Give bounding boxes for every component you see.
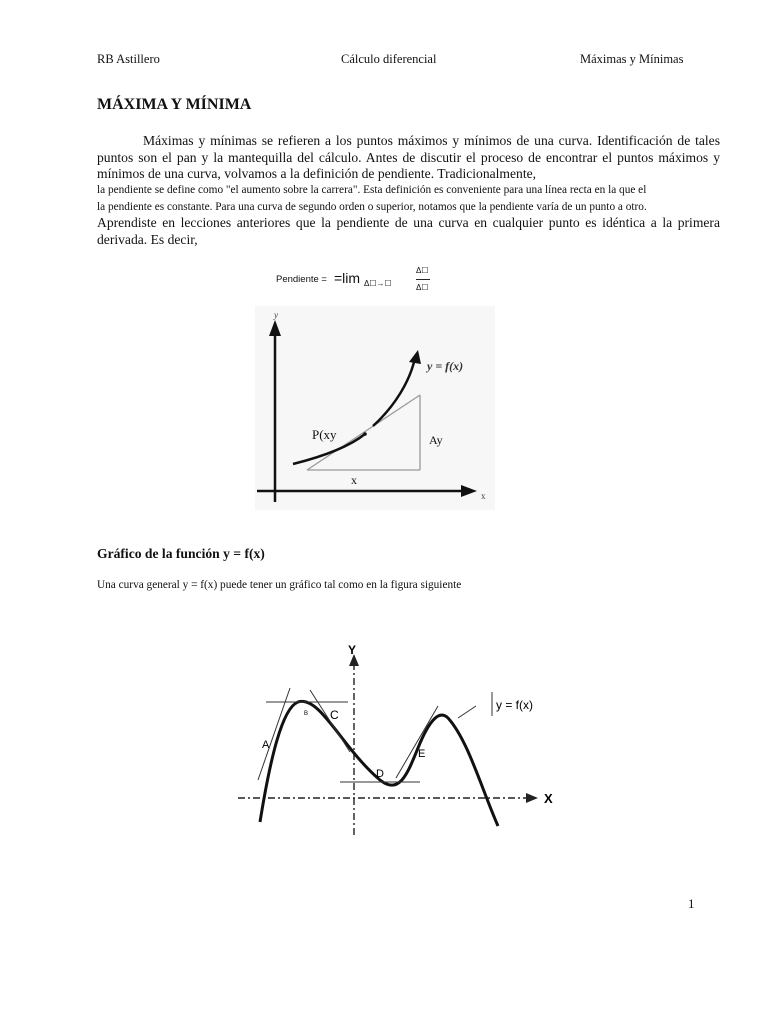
point-label-a: A [262, 739, 270, 751]
formula-lim-subscript: Δ☐→☐ [364, 279, 392, 288]
section-caption: Una curva general y = f(x) puede tener un gráfico tal como en la figura siguiente [97, 579, 462, 591]
point-label-c: C [330, 708, 339, 722]
header-course: Cálculo diferencial [341, 52, 437, 66]
header-topic: Máximas y Mínimas [580, 52, 684, 66]
delta-x-label: x [351, 473, 357, 487]
formula-denominator: Δ☐ [416, 283, 429, 292]
intro-paragraph-1: Máximas y mínimas se refieren a los puntos máximos y mínimos de una curva. Identificación de tales puntos son el pan y la mantequilla del cálculo. Antes de discutir el proceso de encontrar el puntos máximos y mínimos de una curva, volvamos a la definición de pendiente. Tradicionalmente, [97, 133, 720, 181]
x-axis-arrow [526, 793, 538, 803]
intro-small-line-1: la pendiente se define como "el aumento sobre la carrera". Esta definición es conveniente para una línea recta en la que el [97, 184, 647, 196]
label-pointer [458, 706, 476, 718]
tangent-e [396, 706, 438, 778]
point-label-e: E [418, 748, 426, 760]
delta-y-label: Ay [429, 433, 443, 447]
header-author: RB Astillero [97, 52, 160, 66]
formula-lim: =lim [334, 270, 361, 286]
y-axis-label: Y [348, 643, 357, 657]
intro-paragraph-2: Aprendiste en lecciones anteriores que la pendiente de una curva en cualquier punto es idéntica a la primera derivada. Es decir, [97, 215, 720, 247]
y-axis-label: y [274, 310, 278, 320]
point-label-d: D [376, 768, 384, 780]
x-axis-label: X [544, 791, 553, 806]
fraction-bar [416, 279, 430, 280]
curve-label: y = f(x) [496, 698, 534, 712]
point-label: P(xy [312, 427, 337, 442]
formula-numerator: Δ☐ [416, 266, 429, 275]
formula-lhs: Pendiente = [276, 274, 327, 285]
page-number: 1 [688, 896, 695, 911]
x-axis-label: x [481, 491, 486, 501]
point-label-b: B [304, 711, 309, 717]
function-graph-figure [232, 640, 562, 836]
intro-small-line-2: la pendiente es constante. Para una curva de segundo orden o superior, notamos que la pendiente varía de un punto a otro. [97, 201, 647, 213]
page-title: MÁXIMA Y MÍNIMA [97, 96, 252, 113]
function-curve [260, 701, 498, 826]
slope-figure [255, 306, 495, 510]
figure-background [255, 306, 495, 510]
point-p [363, 432, 367, 436]
section-title: Gráfico de la función y = f(x) [97, 546, 265, 561]
curve-label: y = f(x) [427, 359, 464, 373]
